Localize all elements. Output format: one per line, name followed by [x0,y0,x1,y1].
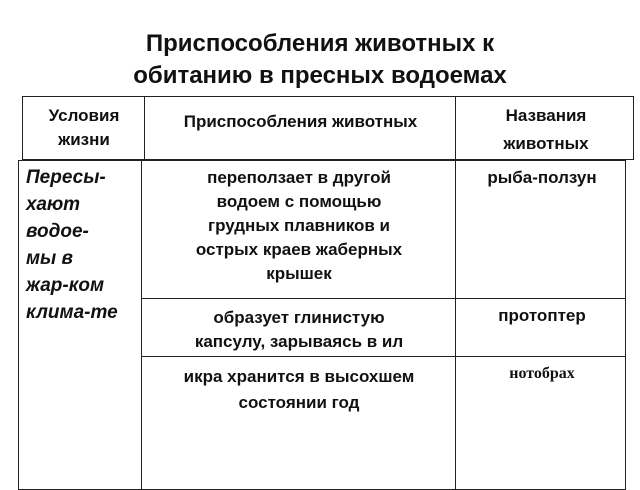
header-divider-2 [455,96,456,160]
row-divider-2 [141,356,626,357]
title-line-2: обитанию в пресных водоемах [133,62,507,89]
body-divider-2 [455,160,456,490]
header-divider-1 [144,96,145,160]
row-divider-1 [141,298,626,299]
condition-text: Пересы- хают водое- мы в жар-ком клима-те [26,167,118,323]
adaptation-row-1: переползает в другой водоем с помощью грудных плавников и острых краев жаберных крышек [195,168,403,283]
header-adaptations: Приспособления животных [183,112,418,131]
header-animal-names: Названия животных [503,106,589,153]
adaptation-row-2: образует глинистую капсулу, зарываясь в ил [194,308,404,351]
animal-row-1: рыба-ползун [487,168,597,187]
animal-row-3: нотобрах [509,365,575,382]
title-line-1: Приспособления животных к [145,30,495,57]
body-divider-1 [141,160,142,490]
adaptation-row-3: икра хранится в высохшем состоянии год [183,367,415,412]
header-conditions: Условия жизни [48,106,120,149]
page-title [0,28,640,92]
animal-row-2: протоптер [498,306,586,325]
